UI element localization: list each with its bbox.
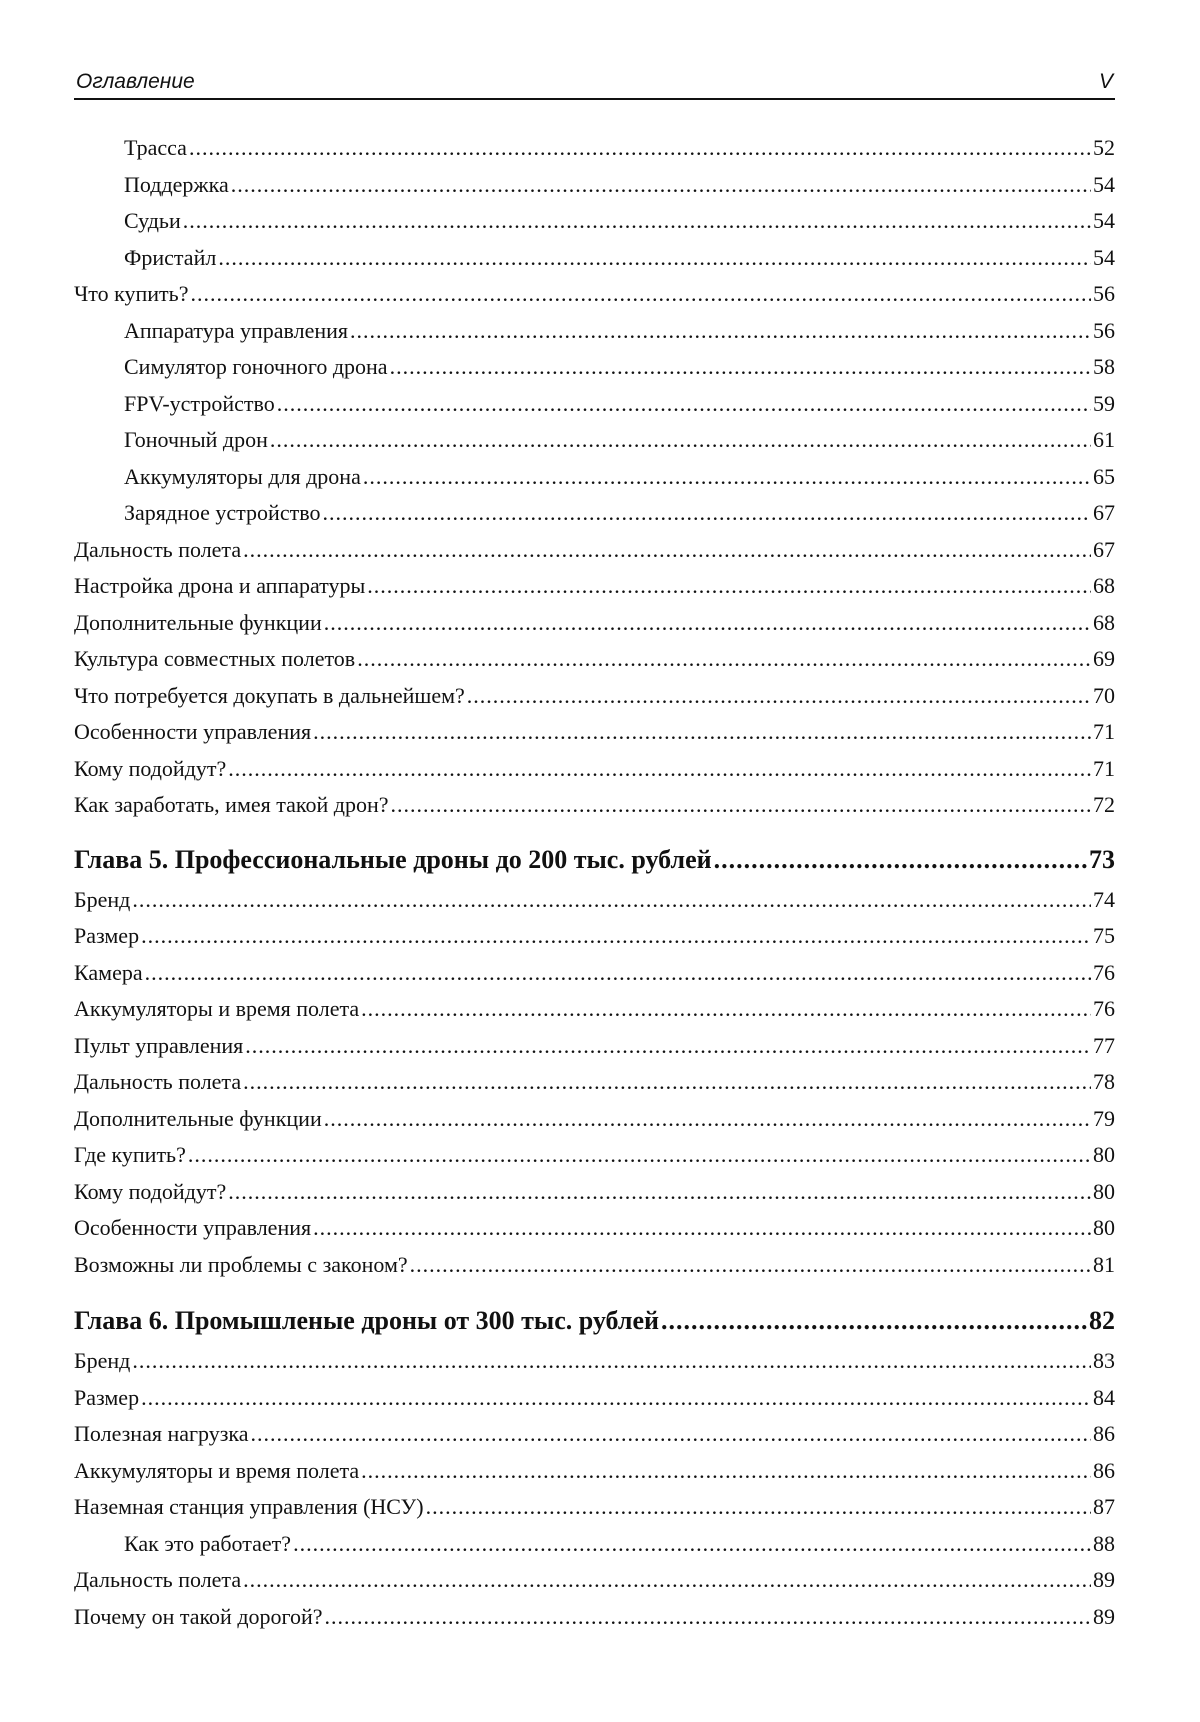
- toc-entry-title: Аппаратура управления: [124, 317, 349, 343]
- toc-entry[interactable]: [74, 349, 1115, 386]
- toc-entry[interactable]: [74, 568, 1115, 605]
- toc-entry-page-number: 76: [1093, 959, 1115, 985]
- toc-entry-title: Особенности управления: [74, 719, 312, 744]
- toc-entry[interactable]: [74, 495, 1115, 532]
- table-of-contents: [74, 130, 1115, 1635]
- toc-entry-page-number: 54: [1093, 208, 1115, 233]
- toc-entry-title: Особенности управления: [74, 1215, 312, 1240]
- toc-dot-leader: [228, 751, 1091, 788]
- toc-dot-leader: [325, 1599, 1091, 1636]
- toc-dot-leader: [390, 349, 1091, 386]
- toc-entry-page-number: 68: [1093, 609, 1115, 635]
- toc-entry-page-number: 78: [1093, 1069, 1115, 1094]
- toc-entry[interactable]: [74, 130, 1115, 167]
- toc-entry[interactable]: [74, 918, 1115, 955]
- toc-entry-page-number: 70: [1093, 682, 1115, 708]
- toc-entry-title: Настройка дрона и аппаратуры: [74, 573, 366, 598]
- toc-entry-page-number: 77: [1093, 1032, 1115, 1058]
- toc-entry-title: Камера: [74, 959, 143, 985]
- toc-entry-title: Дополнительные функции: [74, 1105, 322, 1131]
- toc-entry-page-number: 58: [1093, 354, 1115, 379]
- toc-dot-leader: [243, 532, 1091, 569]
- toc-dot-leader: [141, 918, 1091, 955]
- toc-entry-title: Наземная станция управления (НСУ): [74, 1494, 424, 1519]
- toc-entry[interactable]: [74, 276, 1115, 313]
- toc-entry-title: FPV-устройство: [124, 390, 275, 416]
- toc-entry[interactable]: [74, 1380, 1115, 1417]
- toc-entry-page-number: 80: [1093, 1142, 1115, 1167]
- toc-entry[interactable]: [74, 422, 1115, 459]
- toc-entry-page-number: 72: [1093, 792, 1115, 817]
- toc-entry[interactable]: [74, 1526, 1115, 1563]
- toc-dot-leader: [231, 167, 1091, 204]
- toc-entry-page-number: 71: [1093, 719, 1115, 744]
- toc-entry-title: Аккумуляторы и время полета: [74, 996, 360, 1021]
- toc-entry-page-number: 89: [1093, 1603, 1115, 1629]
- toc-entry[interactable]: [74, 991, 1115, 1028]
- toc-dot-leader: [277, 386, 1091, 423]
- toc-chapter-heading[interactable]: [74, 1299, 1115, 1343]
- toc-entry-page-number: 59: [1093, 390, 1115, 416]
- toc-entry-page-number: 54: [1093, 171, 1115, 197]
- toc-entry-page-number: 56: [1093, 281, 1115, 306]
- toc-entry-title: Глава 5. Профессиональные дроны до 200 тыс. рублей: [74, 844, 712, 874]
- toc-entry-title: Зарядное устройство: [124, 500, 321, 525]
- toc-entry[interactable]: [74, 167, 1115, 204]
- toc-entry-title: Бренд: [74, 1348, 131, 1373]
- toc-entry-title: Аккумуляторы для дрона: [124, 463, 361, 489]
- toc-entry-page-number: 80: [1093, 1215, 1115, 1240]
- toc-entry-title: Поддержка: [124, 171, 229, 197]
- toc-dot-leader: [322, 495, 1091, 532]
- toc-dot-leader: [467, 678, 1091, 715]
- document-page: [74, 66, 1115, 1635]
- toc-entry-page-number: 79: [1093, 1105, 1115, 1131]
- toc-entry[interactable]: [74, 605, 1115, 642]
- running-head: [74, 66, 1115, 100]
- toc-entry-page-number: 89: [1093, 1567, 1115, 1592]
- running-head-title: Оглавление: [76, 70, 195, 93]
- toc-dot-leader: [361, 1453, 1091, 1490]
- toc-dot-leader: [145, 955, 1091, 992]
- toc-dot-leader: [714, 838, 1087, 882]
- toc-chapter-heading[interactable]: [74, 838, 1115, 882]
- toc-dot-leader: [367, 568, 1091, 605]
- toc-dot-leader: [363, 459, 1091, 496]
- toc-entry-title: Глава 6. Промышленые дроны от 300 тыс. рублей: [74, 1306, 659, 1335]
- toc-entry[interactable]: [74, 1247, 1115, 1284]
- toc-entry[interactable]: [74, 1453, 1115, 1490]
- toc-dot-leader: [293, 1526, 1091, 1563]
- toc-dot-leader: [251, 1416, 1091, 1453]
- toc-entry-title: Трасса: [124, 135, 187, 160]
- toc-dot-leader: [313, 714, 1091, 751]
- toc-entry-title: Дальность полета: [74, 1069, 242, 1094]
- toc-entry-title: Где купить?: [74, 1142, 186, 1167]
- toc-entry-page-number: 67: [1093, 536, 1115, 562]
- toc-entry-title: Дальность полета: [74, 536, 242, 562]
- toc-entry[interactable]: [74, 714, 1115, 751]
- toc-entry-page-number: 54: [1093, 244, 1115, 270]
- toc-entry[interactable]: [74, 1489, 1115, 1526]
- running-head-page-number: V: [1098, 70, 1113, 93]
- toc-entry[interactable]: [74, 1028, 1115, 1065]
- toc-dot-leader: [313, 1210, 1091, 1247]
- toc-entry-page-number: 86: [1093, 1457, 1115, 1483]
- toc-entry[interactable]: [74, 1562, 1115, 1599]
- toc-entry-title: Что потребуется докупать в дальнейшем?: [74, 682, 465, 708]
- toc-entry-title: Культура совместных полетов: [74, 646, 356, 671]
- toc-dot-leader: [243, 1562, 1091, 1599]
- toc-dot-leader: [132, 1343, 1091, 1380]
- toc-entry[interactable]: [74, 386, 1115, 423]
- toc-entry-title: Что купить?: [74, 281, 189, 306]
- toc-dot-leader: [270, 422, 1091, 459]
- toc-dot-leader: [218, 240, 1091, 277]
- toc-entry-title: Аккумуляторы и время полета: [74, 1457, 360, 1483]
- toc-entry-page-number: 69: [1093, 646, 1115, 671]
- toc-entry-title: Размер: [74, 1384, 140, 1410]
- toc-entry[interactable]: [74, 1343, 1115, 1380]
- toc-entry-title: Кому подойдут?: [74, 1178, 227, 1204]
- toc-entry-title: Полезная нагрузка: [74, 1421, 249, 1446]
- toc-entry-title: Кому подойдут?: [74, 755, 227, 781]
- toc-entry[interactable]: [74, 313, 1115, 350]
- toc-entry[interactable]: [74, 1416, 1115, 1453]
- toc-entry-page-number: 82: [1089, 1306, 1115, 1335]
- toc-dot-leader: [188, 1137, 1091, 1174]
- toc-entry[interactable]: [74, 751, 1115, 788]
- toc-entry-page-number: 68: [1093, 573, 1115, 598]
- toc-entry[interactable]: [74, 1599, 1115, 1636]
- toc-entry[interactable]: [74, 955, 1115, 992]
- toc-entry-title: Фристайл: [124, 244, 217, 270]
- toc-entry[interactable]: [74, 459, 1115, 496]
- toc-entry-page-number: 80: [1093, 1178, 1115, 1204]
- toc-entry[interactable]: [74, 1064, 1115, 1101]
- toc-entry[interactable]: [74, 1137, 1115, 1174]
- toc-entry-page-number: 83: [1093, 1348, 1115, 1373]
- toc-dot-leader: [410, 1247, 1091, 1284]
- toc-entry-title: Возможны ли проблемы с законом?: [74, 1251, 408, 1277]
- toc-dot-leader: [426, 1489, 1091, 1526]
- toc-entry-page-number: 75: [1093, 923, 1115, 948]
- toc-entry-title: Пульт управления: [74, 1032, 244, 1058]
- toc-entry-title: Почему он такой дорогой?: [74, 1603, 323, 1629]
- toc-dot-leader: [324, 1101, 1091, 1138]
- toc-entry[interactable]: [74, 532, 1115, 569]
- toc-entry-title: Как это работает?: [124, 1530, 292, 1556]
- toc-dot-leader: [189, 130, 1091, 167]
- toc-entry-title: Бренд: [74, 886, 131, 912]
- toc-dot-leader: [228, 1174, 1091, 1211]
- toc-dot-leader: [132, 882, 1091, 919]
- toc-entry[interactable]: [74, 641, 1115, 678]
- toc-entry-title: Гоночный дрон: [124, 427, 268, 452]
- toc-entry[interactable]: [74, 1101, 1115, 1138]
- toc-entry[interactable]: [74, 1174, 1115, 1211]
- toc-entry[interactable]: [74, 678, 1115, 715]
- toc-entry-page-number: 74: [1093, 886, 1115, 912]
- toc-dot-leader: [245, 1028, 1091, 1065]
- toc-dot-leader: [361, 991, 1091, 1028]
- toc-entry[interactable]: [74, 240, 1115, 277]
- toc-dot-leader: [350, 313, 1091, 350]
- toc-entry[interactable]: [74, 787, 1115, 824]
- toc-dot-leader: [190, 276, 1091, 313]
- toc-entry-page-number: 52: [1093, 135, 1115, 160]
- toc-entry[interactable]: [74, 1210, 1115, 1247]
- toc-dot-leader: [661, 1299, 1087, 1343]
- toc-entry-page-number: 73: [1089, 844, 1115, 874]
- toc-dot-leader: [324, 605, 1091, 642]
- toc-entry-page-number: 86: [1093, 1421, 1115, 1446]
- toc-entry-title: Как заработать, имея такой дрон?: [74, 792, 389, 817]
- toc-entry-page-number: 56: [1093, 317, 1115, 343]
- toc-entry-title: Размер: [74, 923, 140, 948]
- toc-entry-page-number: 81: [1093, 1251, 1115, 1277]
- toc-entry-page-number: 84: [1093, 1384, 1115, 1410]
- toc-entry-page-number: 65: [1093, 463, 1115, 489]
- toc-entry-title: Дополнительные функции: [74, 609, 322, 635]
- toc-entry-page-number: 88: [1093, 1530, 1115, 1556]
- toc-dot-leader: [357, 641, 1091, 678]
- toc-entry-page-number: 71: [1093, 755, 1115, 781]
- toc-entry[interactable]: [74, 882, 1115, 919]
- toc-dot-leader: [243, 1064, 1091, 1101]
- toc-dot-leader: [391, 787, 1092, 824]
- toc-entry[interactable]: [74, 203, 1115, 240]
- toc-dot-leader: [141, 1380, 1091, 1417]
- toc-entry-title: Симулятор гоночного дрона: [124, 354, 388, 379]
- toc-entry-page-number: 67: [1093, 500, 1115, 525]
- toc-entry-page-number: 76: [1093, 996, 1115, 1021]
- toc-entry-page-number: 61: [1093, 427, 1115, 452]
- toc-entry-title: Дальность полета: [74, 1567, 242, 1592]
- toc-entry-title: Судьи: [124, 208, 181, 233]
- toc-dot-leader: [183, 203, 1091, 240]
- toc-entry-page-number: 87: [1093, 1494, 1115, 1519]
